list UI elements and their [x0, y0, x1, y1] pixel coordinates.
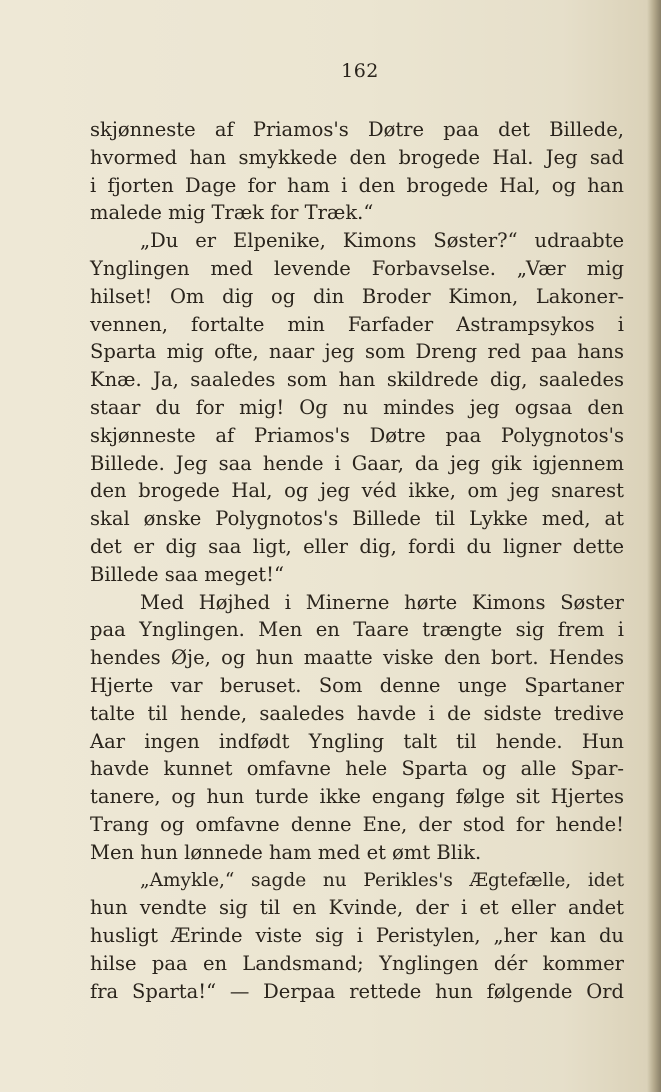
text-line: malede mig Træk for Træk.“: [90, 201, 374, 225]
text-line: Billede saa meget!“: [90, 562, 284, 586]
text-line: Aar ingen indfødt Yngling talt til hende. Hun: [90, 729, 624, 753]
page-edge-shadow: [647, 0, 661, 1092]
page-number: 162: [341, 60, 379, 82]
text-line: Hjerte var beruset. Som denne unge Spartaner: [90, 673, 624, 697]
text-line: havde kunnet omfavne hele Sparta og alle Spar-: [90, 757, 624, 781]
text-line: Trang og omfavne denne Ene, der stod for hende!: [90, 812, 624, 836]
text-line: hilset! Om dig og din Broder Kimon, Lakoner-: [90, 284, 624, 308]
text-line: Billede. Jeg saa hende i Gaar, da jeg gik igjennem: [90, 451, 624, 475]
text-line: „Du er Elpenike, Kimons Søster?“ udraabte: [140, 229, 624, 253]
text-line: vennen, fortalte min Farfader Astrampsykos i: [90, 312, 624, 336]
text-line: hendes Øje, og hun maatte viske den bort. Hendes: [90, 646, 624, 670]
text-line: Ynglingen med levende Forbavselse. „Vær mig: [90, 256, 624, 280]
text-line: skjønneste af Priamos's Døtre paa det Billede,: [90, 118, 624, 141]
text-line: husligt Ærinde viste sig i Peristylen, „her kan du: [90, 924, 624, 948]
text-line: hilse paa en Landsmand; Ynglingen dér kommer: [90, 951, 624, 975]
text-line: Med Højhed i Minerne hørte Kimons Søster: [140, 590, 624, 614]
text-line: hvormed han smykkede den brogede Hal. Jeg sad: [90, 145, 624, 169]
text-line: i fjorten Dage for ham i den brogede Hal, og han: [90, 173, 624, 197]
text-line: hun vendte sig til en Kvinde, der i et eller andet: [90, 896, 624, 920]
text-line: Sparta mig ofte, naar jeg som Dreng red paa hans: [90, 340, 624, 364]
text-line: skjønneste af Priamos's Døtre paa Polygnotos's: [90, 423, 624, 447]
text-line: Knæ. Ja, saaledes som han skildrede dig, saaledes: [90, 368, 624, 392]
text-line: fra Sparta!“ — Derpaa rettede hun følgende Ord: [90, 979, 624, 1003]
text-line: talte til hende, saaledes havde i de sidste tredive: [90, 701, 624, 725]
text-line: „Amykle,“ sagde nu Perikles's Ægtefælle, idet: [140, 869, 624, 891]
text-line: det er dig saa ligt, eller dig, fordi du ligner dette: [90, 534, 624, 558]
text-line: staar du for mig! Og nu mindes jeg ogsaa den: [90, 395, 624, 419]
text-line: den brogede Hal, og jeg véd ikke, om jeg snarest: [90, 479, 624, 503]
text-line: Men hun lønnede ham med et ømt Blik.: [90, 840, 482, 864]
body-text: [90, 116, 624, 1006]
text-line: paa Ynglingen. Men en Taare trængte sig frem i: [90, 618, 624, 642]
text-line: skal ønske Polygnotos's Billede til Lykke med, at: [90, 507, 624, 531]
text-line: tanere, og hun turde ikke engang følge sit Hjertes: [90, 785, 624, 809]
